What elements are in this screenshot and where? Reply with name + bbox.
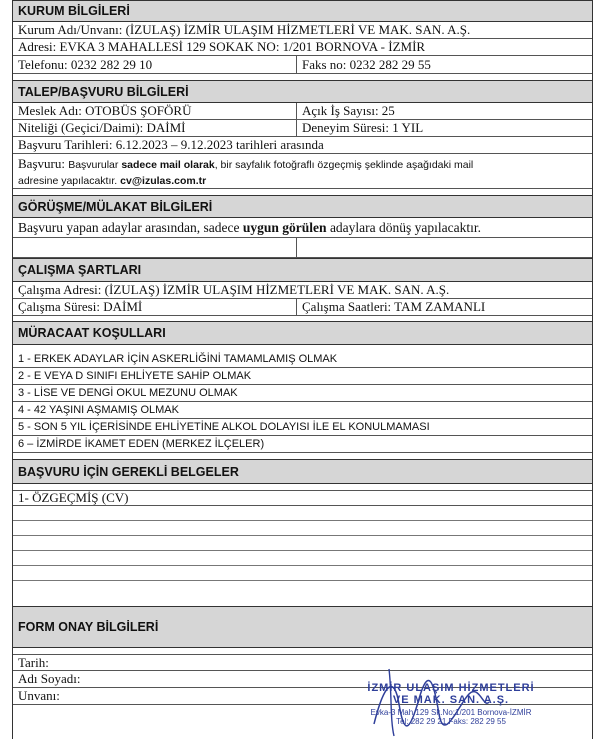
kurum-fax: Faks no: 0232 282 29 55 (296, 56, 592, 73)
section-header-kurum (13, 0, 592, 22)
section-title: BAŞVURU İÇİN GEREKLİ BELGELER (18, 464, 239, 479)
muracaat-item: 2 - E VEYA D SINIFI EHLİYETE SAHİP OLMAK (13, 368, 592, 385)
section-title: FORM ONAY BİLGİLERİ (18, 620, 159, 634)
muracaat-item: 1 - ERKEK ADAYLAR İÇİN ASKERLİĞİNİ TAMAMLAMIŞ OLMAK (13, 351, 592, 368)
onay-date: Tarih: (18, 655, 49, 670)
belge-blank-row (13, 566, 592, 581)
belge-blank-row (13, 536, 592, 551)
apply-bold: sadece mail olarak (121, 159, 215, 171)
calisma-duration: Çalışma Süresi: DAİMİ (18, 299, 143, 314)
apply-email: cv@izulas.com.tr (120, 175, 207, 187)
belge-blank-row (13, 551, 592, 566)
kurum-phone: Telefonu: 0232 282 29 10 (18, 56, 153, 72)
talep-nature-row (13, 120, 592, 137)
section-header-muracaat (13, 321, 592, 345)
section-header-talep (13, 80, 592, 103)
talep-trial: Deneyim Süresi: 1 YIL (296, 120, 592, 136)
calisma-terms-row (13, 299, 592, 316)
talep-dates-row (13, 137, 592, 154)
kurum-address-row (13, 39, 592, 56)
talep-apply-note: Başvuru: Başvurular sadece mail olarak, bir sayfalık fotoğraflı özgeçmiş şeklinde aşağıdaki mail adresine yapılacaktır. cv@izulas.com.tr (13, 154, 592, 189)
section-title: ÇALIŞMA ŞARTLARI (18, 263, 142, 277)
gorusme-text: Başvuru yapan adaylar arasından, sadece uygun görülen adaylara dönüş yapılacaktır. (18, 219, 482, 235)
apply-label: Başvuru: (18, 156, 69, 171)
section-header-belgeler (13, 459, 592, 484)
muracaat-item: 6 – İZMİRDE İKAMET EDEN (MERKEZ İLÇELER) (13, 436, 592, 453)
kurum-address: Adresi: EVKA 3 MAHALLESİ 129 SOKAK NO: 1/201 BORNOVA - İZMİR (18, 39, 426, 54)
kurum-name: Kurum Adı/Unvanı: (İZULAŞ) İZMİR ULAŞIM HİZMETLERİ VE MAK. SAN. A.Ş. (18, 22, 471, 37)
belge-item: 1- ÖZGEÇMİŞ (CV) (13, 490, 592, 506)
section-header-calisma (13, 258, 592, 282)
muracaat-item: 3 - LİSE VE DENGİ OKUL MEZUNU OLMAK (13, 385, 592, 402)
onay-title: Unvanı: (18, 688, 60, 703)
gorusme-row (13, 218, 592, 238)
talep-dates: Başvuru Tarihleri: 6.12.2023 – 9.12.2023 tarihleri arasında (18, 137, 324, 152)
talep-job: Meslek Adı: OTOBÜS ŞOFÖRÜ (18, 103, 192, 118)
calisma-address-row (13, 282, 592, 299)
talep-nature: Niteliği (Geçici/Daimi): DAİMİ (18, 120, 186, 135)
muracaat-item: 5 - SON 5 YIL İÇERİSİNDE EHLİYETİNE ALKOL DOLAYISI İLE EL KONULMAMASI (13, 419, 592, 436)
onay-name: Adı Soyadı: (18, 671, 81, 686)
job-posting-form (12, 0, 593, 739)
calisma-hours: Çalışma Saatleri: TAM ZAMANLI (296, 299, 592, 315)
section-title: MÜRACAAT KOŞULLARI (18, 326, 166, 340)
section-title: TALEP/BAŞVURU BİLGİLERİ (18, 84, 189, 99)
gorusme-bold: uygun görülen (242, 219, 327, 235)
section-header-onay (13, 606, 592, 648)
gorusme-blank-row (13, 238, 592, 258)
signature-icon (364, 664, 494, 739)
kurum-contact-row (13, 56, 592, 74)
muracaat-item: 4 - 42 YAŞINI AŞMAMIŞ OLMAK (13, 402, 592, 419)
section-title: GÖRÜŞME/MÜLAKAT BİLGİLERİ (18, 199, 213, 214)
section-title: KURUM BİLGİLERİ (18, 4, 130, 18)
belge-blank-row (13, 521, 592, 536)
talep-openings: Açık İş Sayısı: 25 (296, 103, 592, 119)
section-header-gorusme (13, 195, 592, 218)
onay-date-row (13, 654, 592, 671)
calisma-address: Çalışma Adresi: (İZULAŞ) İZMİR ULAŞIM HİZMETLERİ VE MAK. SAN. A.Ş. (18, 282, 450, 297)
talep-job-row (13, 103, 592, 120)
company-stamp: İZMİR ULAŞIM HİZMETLERİ VE MAK. SAN. A.Ş. Evka-3 Mah.129 Sk.No:1/201 Bornova-İZMİR Tel: 282 29 21 Faks: 282 29 55 (367, 682, 535, 726)
kurum-name-row (13, 22, 592, 39)
belge-blank-row (13, 506, 592, 521)
